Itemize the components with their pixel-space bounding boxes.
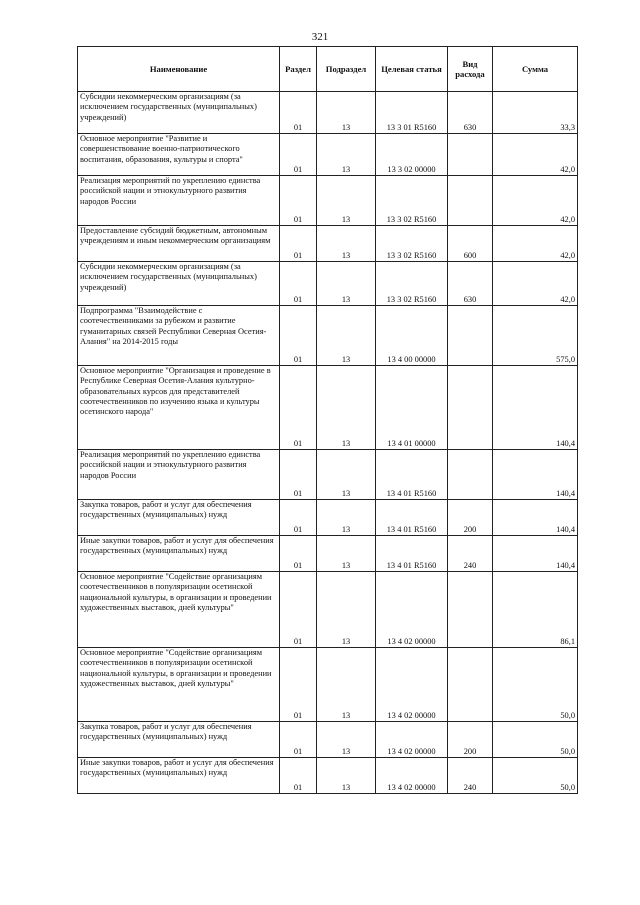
row-target: 13 4 02 00000 bbox=[376, 648, 448, 722]
row-name: Закупка товаров, работ и услуг для обеспечения государственных (муниципальных) нужд bbox=[78, 722, 280, 758]
row-section: 01 bbox=[280, 226, 317, 262]
row-amount: 33,3 bbox=[493, 92, 578, 134]
row-type: 630 bbox=[448, 92, 493, 134]
row-type bbox=[448, 366, 493, 450]
column-header-name: Наименование bbox=[78, 47, 280, 92]
row-type: 240 bbox=[448, 536, 493, 572]
row-name: Основное мероприятие "Развитие и совершенствование военно-патриотического воспитания, образования, культуры и спорта" bbox=[78, 134, 280, 176]
row-subsection: 13 bbox=[317, 176, 376, 226]
row-section: 01 bbox=[280, 450, 317, 500]
column-header-target: Целевая статья bbox=[376, 47, 448, 92]
row-subsection: 13 bbox=[317, 722, 376, 758]
row-type: 200 bbox=[448, 722, 493, 758]
row-type: 240 bbox=[448, 758, 493, 794]
row-subsection: 13 bbox=[317, 134, 376, 176]
row-name: Закупка товаров, работ и услуг для обеспечения государственных (муниципальных) нужд bbox=[78, 500, 280, 536]
row-subsection: 13 bbox=[317, 536, 376, 572]
table-row bbox=[78, 366, 578, 450]
row-section: 01 bbox=[280, 262, 317, 306]
row-amount: 50,0 bbox=[493, 722, 578, 758]
row-subsection: 13 bbox=[317, 450, 376, 500]
row-type bbox=[448, 450, 493, 500]
row-section: 01 bbox=[280, 306, 317, 366]
row-target: 13 4 01 R5160 bbox=[376, 536, 448, 572]
row-name: Предоставление субсидий бюджетным, автономным учреждениям и иным некоммерческим организациям bbox=[78, 226, 280, 262]
row-type bbox=[448, 134, 493, 176]
row-subsection: 13 bbox=[317, 262, 376, 306]
row-subsection: 13 bbox=[317, 92, 376, 134]
row-amount: 42,0 bbox=[493, 176, 578, 226]
row-name: Основное мероприятие "Организация и проведение в Республике Северная Осетия-Алания культурно-образовательных курсов для представителей соотечественников по изучению языка и культуры осетинского народа" bbox=[78, 366, 280, 450]
row-target: 13 3 02 00000 bbox=[376, 134, 448, 176]
row-target: 13 3 02 R5160 bbox=[376, 226, 448, 262]
table-row bbox=[78, 306, 578, 366]
column-header-amount: Сумма bbox=[493, 47, 578, 92]
budget-table bbox=[77, 46, 578, 794]
row-target: 13 3 01 R5160 bbox=[376, 92, 448, 134]
table-header-row bbox=[78, 47, 578, 92]
row-section: 01 bbox=[280, 536, 317, 572]
row-type bbox=[448, 648, 493, 722]
row-section: 01 bbox=[280, 500, 317, 536]
row-subsection: 13 bbox=[317, 758, 376, 794]
row-subsection: 13 bbox=[317, 500, 376, 536]
row-subsection: 13 bbox=[317, 366, 376, 450]
row-name: Субсидии некоммерческим организациям (за исключением государственных (муниципальных) учреждений) bbox=[78, 262, 280, 306]
row-amount: 50,0 bbox=[493, 648, 578, 722]
row-type bbox=[448, 176, 493, 226]
row-section: 01 bbox=[280, 92, 317, 134]
row-type bbox=[448, 306, 493, 366]
row-amount: 42,0 bbox=[493, 262, 578, 306]
row-amount: 140,4 bbox=[493, 536, 578, 572]
row-section: 01 bbox=[280, 648, 317, 722]
row-name: Подпрограмма "Взаимодействие с соотечественниками за рубежом и развитие гуманитарных связей Республики Северная Осетия-Алания" на 2014-2015 годы bbox=[78, 306, 280, 366]
page-number: 321 bbox=[311, 31, 329, 43]
row-name: Основное мероприятие "Содействие организациям соотечественников в популяризации осетинской национальной культуры, в организации и проведении художественных выставок, дней культуры" bbox=[78, 648, 280, 722]
row-type: 200 bbox=[448, 500, 493, 536]
row-type bbox=[448, 572, 493, 648]
row-type: 630 bbox=[448, 262, 493, 306]
row-amount: 140,4 bbox=[493, 450, 578, 500]
row-section: 01 bbox=[280, 758, 317, 794]
table-row bbox=[78, 648, 578, 722]
table-row bbox=[78, 536, 578, 572]
row-name: Иные закупки товаров, работ и услуг для обеспечения государственных (муниципальных) нужд bbox=[78, 536, 280, 572]
table-row bbox=[78, 758, 578, 794]
row-target: 13 3 02 R5160 bbox=[376, 262, 448, 306]
table-row bbox=[78, 572, 578, 648]
row-type: 600 bbox=[448, 226, 493, 262]
row-name: Субсидии некоммерческим организациям (за исключением государственных (муниципальных) учреждений) bbox=[78, 92, 280, 134]
row-amount: 140,4 bbox=[493, 500, 578, 536]
table-row bbox=[78, 500, 578, 536]
row-amount: 42,0 bbox=[493, 134, 578, 176]
row-target: 13 4 00 00000 bbox=[376, 306, 448, 366]
row-target: 13 3 02 R5160 bbox=[376, 176, 448, 226]
table-row bbox=[78, 262, 578, 306]
table-row bbox=[78, 226, 578, 262]
row-subsection: 13 bbox=[317, 648, 376, 722]
row-name: Реализация мероприятий по укреплению единства российской нации и этнокультурного развития народов России bbox=[78, 176, 280, 226]
row-amount: 50,0 bbox=[493, 758, 578, 794]
table-body bbox=[78, 92, 578, 794]
row-name: Реализация мероприятий по укреплению единства российской нации и этнокультурного развития народов России bbox=[78, 450, 280, 500]
row-section: 01 bbox=[280, 176, 317, 226]
column-header-type: Вид расхода bbox=[448, 47, 493, 92]
row-target: 13 4 02 00000 bbox=[376, 722, 448, 758]
table-row bbox=[78, 176, 578, 226]
row-amount: 575,0 bbox=[493, 306, 578, 366]
column-header-subsection: Подраздел bbox=[317, 47, 376, 92]
row-section: 01 bbox=[280, 722, 317, 758]
row-name: Основное мероприятие "Содействие организациям соотечественников в популяризации осетинской национальной культуры, в организации и проведении художественных выставок, дней культуры" bbox=[78, 572, 280, 648]
row-target: 13 4 01 R5160 bbox=[376, 500, 448, 536]
row-amount: 86,1 bbox=[493, 572, 578, 648]
table-row bbox=[78, 722, 578, 758]
table-row bbox=[78, 450, 578, 500]
table-row bbox=[78, 134, 578, 176]
row-section: 01 bbox=[280, 572, 317, 648]
row-target: 13 4 01 R5160 bbox=[376, 450, 448, 500]
row-subsection: 13 bbox=[317, 306, 376, 366]
row-section: 01 bbox=[280, 134, 317, 176]
column-header-section: Раздел bbox=[280, 47, 317, 92]
row-target: 13 4 01 00000 bbox=[376, 366, 448, 450]
row-section: 01 bbox=[280, 366, 317, 450]
row-name: Иные закупки товаров, работ и услуг для обеспечения государственных (муниципальных) нужд bbox=[78, 758, 280, 794]
table-row bbox=[78, 92, 578, 134]
row-subsection: 13 bbox=[317, 572, 376, 648]
row-target: 13 4 02 00000 bbox=[376, 758, 448, 794]
row-target: 13 4 02 00000 bbox=[376, 572, 448, 648]
row-amount: 42,0 bbox=[493, 226, 578, 262]
row-amount: 140,4 bbox=[493, 366, 578, 450]
row-subsection: 13 bbox=[317, 226, 376, 262]
